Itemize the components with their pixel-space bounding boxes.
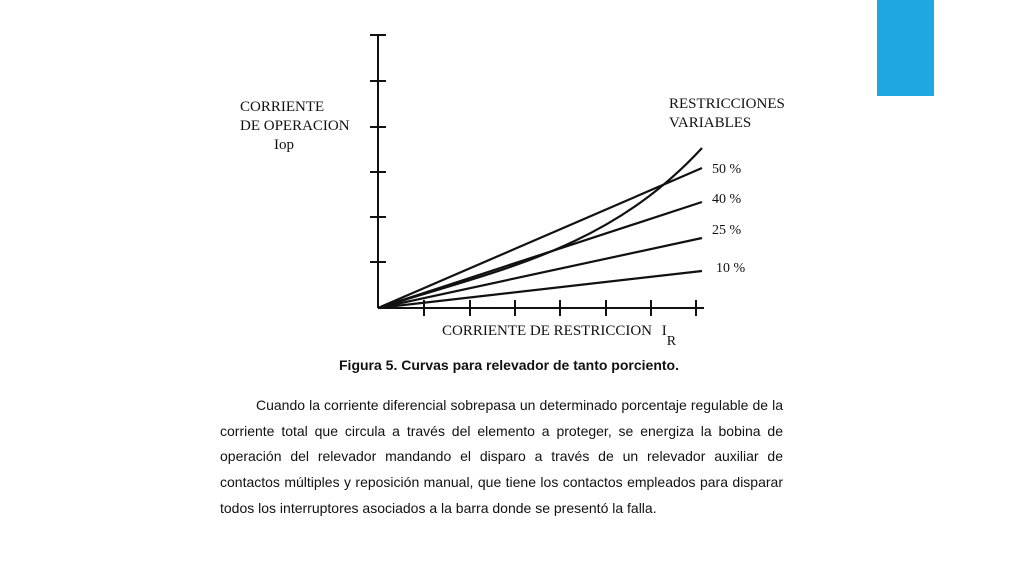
body-paragraph: Cuando la corriente diferencial sobrepasa un determinado porcentaje regulable de la corriente total que circula a través del elemento a proteger, se energiza la bobina de operación del relevador mandando el disparo a través de un relevador auxiliar de contactos múltiples y reposición manual, que tiene los contactos empleados para disparar todos los interruptores asociados a la barra donde se presentó la falla.	[220, 397, 783, 516]
xlabel	[442, 323, 677, 349]
xlabel-symbol: I	[661, 323, 667, 339]
figure	[228, 20, 790, 355]
legend-title-line-1: RESTRICCIONES	[669, 96, 785, 112]
curve-50	[378, 168, 702, 308]
curve-25	[378, 238, 702, 308]
ylabel-line-1: CORRIENTE	[240, 99, 325, 115]
curve-label-25: 25 %	[712, 223, 742, 238]
curve-label-40: 40 %	[712, 192, 742, 207]
curve-label-10: 10 %	[716, 261, 746, 276]
legend-title-line-2: VARIABLES	[669, 115, 752, 131]
curve-label-50: 50 %	[712, 162, 742, 177]
curve-10	[378, 271, 702, 308]
curve-variable	[378, 148, 702, 308]
ylabel-line-3: Iop	[274, 137, 294, 153]
figure-caption: Figura 5. Curvas para relevador de tanto porciento.	[339, 357, 679, 373]
xlabel-text: CORRIENTE DE RESTRICCION	[442, 323, 652, 339]
ylabel-line-2: DE OPERACION	[240, 118, 350, 134]
relay-characteristic-diagram	[228, 20, 790, 355]
accent-bar	[877, 0, 934, 96]
xlabel-subscript: R	[666, 334, 677, 349]
